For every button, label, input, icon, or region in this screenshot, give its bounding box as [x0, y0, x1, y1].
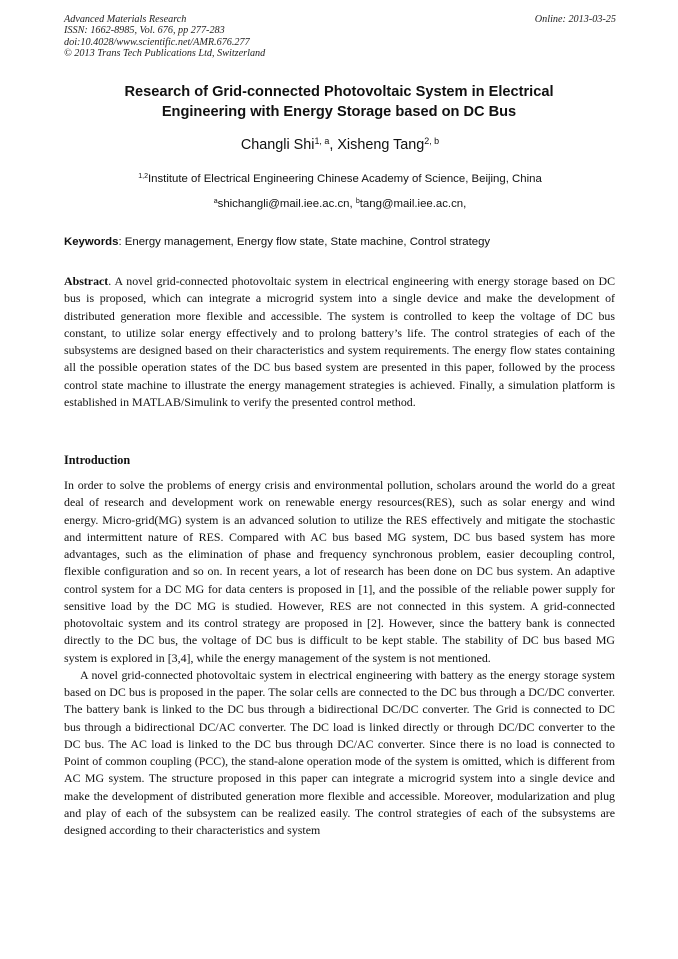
introduction-body: [64, 477, 615, 839]
abstract-label: Abstract: [64, 274, 109, 288]
author-1: Changli Shi: [240, 137, 315, 153]
affiliation-text: Institute of Electrical Engineering Chinese Academy of Science, Beijing, China: [147, 173, 542, 185]
introduction-paragraph-1: In order to solve the problems of energy crisis and environmental pollution, scholars around the world do a great deal of research and development work on renewable energy resources(RES), such as solar energy and wind energy. Micro-grid(MG) system is an advanced solution to utilize the RES effectively and mitigate the stochastic and intermittent nature of RES. Compared with AC bus based MG system, DC bus based system has more advantages, such as the elimination of phase and frequency synchronous problem, easier decoupling control, flexible configuration and so on. In recent years, a lot of research has been done on DC bus system. An adaptive control system for a DC MG for data centers is proposed in [1], and the possible of the reliable power supply for sensitive load by the DC MG is studied. However, RES are not connected in this system. A grid-connected photovoltaic system and its control strategy are proposed in [2]. However, since the battery bank is connected directly to the DC bus, the voltage of DC bus is difficult to be kept stable. The stability of DC bus based MG system is explored in [3,4], while the energy management of the system is not mentioned.: [64, 478, 615, 665]
journal-header: [64, 14, 616, 60]
author-separator: ,: [329, 137, 338, 153]
author-emails: [64, 197, 616, 212]
title-line-2: Engineering with Energy Storage based on DC Bus: [161, 104, 517, 120]
keywords-text: : Energy management, Energy flow state, State machine, Control strategy: [118, 236, 491, 248]
introduction-heading: Introduction: [64, 453, 131, 467]
email-b: tang@mail.iee.ac.cn,: [359, 198, 467, 210]
issn-line: ISSN: 1662-8985, Vol. 676, pp 277-283: [64, 25, 225, 37]
paper-title: [70, 82, 608, 122]
affiliation: [64, 172, 616, 187]
authors: [64, 136, 616, 154]
keywords: [64, 235, 616, 250]
journal-name: Advanced Materials Research: [64, 14, 187, 25]
affiliation-superscript: 1,2: [138, 173, 148, 181]
online-date: Online: 2013-03-25: [534, 14, 616, 25]
email-a: shichangli@mail.iee.ac.cn,: [217, 198, 356, 210]
author-1-superscript: 1, a: [314, 136, 330, 147]
author-2-superscript: 2, b: [424, 136, 440, 147]
doi-line: doi:10.4028/www.scientific.net/AMR.676.277: [64, 36, 250, 48]
keywords-label: Keywords: [64, 236, 119, 248]
email-b-superscript: b: [355, 198, 360, 206]
introduction-paragraph-2: A novel grid-connected photovoltaic system in electrical engineering with battery as the energy storage system based on DC bus is proposed in the paper. The solar cells are connected to the DC bus through a DC/DC converter. The battery bank is linked to the DC bus through a bidirectional DC/DC converter. The Grid is connected to DC bus through a bidirectional DC/AC converter. The DC load is linked directly or through DC/DC converter to the DC bus. The AC load is linked to the DC bus through DC/AC converter. Since there is no load is connected to Point of common coupling (PCC), the stand-alone operation mode of the system is omitted, which is different from AC MG system. The structure proposed in this paper can integrate a microgrid system into a single device and make the development of distributed generation more flexible and accessible. Moreover, modularization and plug and play of each of the subsystem can be realized easily. The control strategies of each of the subsystems are designed according to their characteristics and system: [64, 667, 615, 837]
abstract: [64, 273, 615, 411]
abstract-text: . A novel grid-connected photovoltaic system in electrical engineering with energy storage based on DC bus is proposed, which can integrate a microgrid system into a single device and make the development of distributed generation more flexible and accessible. The system is controlled to keep the voltage of DC bus constant, to utilize solar energy effectively and to prolong battery’s life. The control strategies of each of the subsystems are designed based on their characteristics and system requirements. The energy flow states containing all the possible operation states of the DC bus based system are presented in this paper, followed by the process control state machine to illustrate the energy management strategies is achieved. Finally, a simulation platform is established in MATLAB/Simulink to verify the presented control method.: [64, 274, 615, 409]
author-2: Xisheng Tang: [337, 137, 425, 153]
email-a-superscript: a: [213, 198, 218, 206]
copyright-line: © 2013 Trans Tech Publications Ltd, Switzerland: [64, 48, 266, 60]
title-line-1: Research of Grid-connected Photovoltaic System in Electrical: [124, 84, 554, 100]
